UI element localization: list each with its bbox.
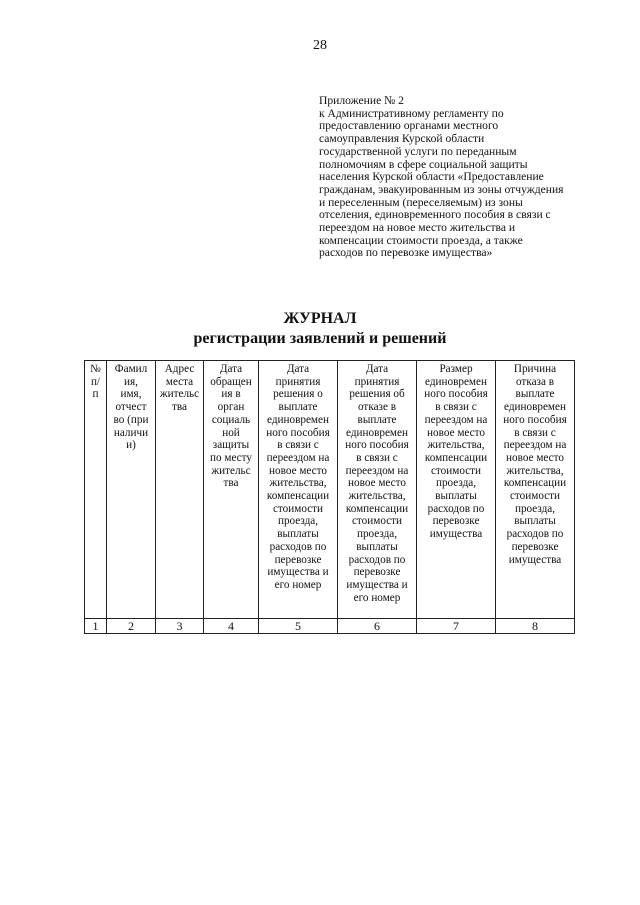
header-payment-decision-date — [259, 361, 338, 619]
header-line: орган — [217, 401, 245, 414]
header-line: жительс — [159, 388, 200, 401]
appendix-line: Приложение № 2 — [319, 94, 404, 107]
appendix-line: самоуправления Курской области — [319, 132, 485, 146]
header-line: жительства, — [506, 464, 564, 477]
appendix-line: к Административному регламенту по — [319, 106, 504, 120]
header-line: новое место — [427, 426, 485, 439]
column-number: 1 — [85, 619, 107, 634]
column-number: 8 — [496, 619, 575, 634]
header-line: в связи с — [435, 401, 477, 414]
header-line: единовремен — [346, 426, 408, 439]
header-line: в связи с — [514, 426, 556, 439]
appendix-line: расходов по перевозке имущества» — [319, 246, 493, 260]
appendix-line: государственной услуги по переданным — [319, 144, 517, 158]
appendix-line: полномочиям в сфере социальной защиты — [319, 157, 528, 171]
header-line: ного пособия — [345, 439, 409, 452]
header-line: расходов по — [348, 553, 406, 566]
header-line: стоимости — [430, 464, 482, 477]
header-line: решения об — [349, 388, 405, 401]
header-line: новое место — [506, 451, 564, 464]
header-line: проезда, — [356, 528, 398, 541]
header-line: имущества — [508, 553, 562, 566]
header-line: жительства, — [348, 490, 406, 503]
header-refusal-decision-date — [338, 361, 417, 619]
header-line: Размер — [439, 363, 473, 375]
header-line: принятия — [275, 375, 321, 388]
header-line: расходов по — [269, 540, 327, 553]
header-line: ия в — [221, 388, 241, 401]
header-line: переездом на — [503, 439, 567, 452]
document-title — [0, 309, 640, 349]
header-line: перевозке — [353, 566, 401, 579]
header-line: перевозке — [511, 540, 559, 553]
appendix-line: населения Курской области «Предоставление — [319, 170, 544, 184]
header-line: и) — [126, 439, 136, 452]
column-number: 7 — [417, 619, 496, 634]
header-line: расходов по — [427, 502, 485, 515]
header-line: выплаты — [277, 528, 319, 541]
appendix-line: предоставлению органами местного — [319, 119, 499, 133]
header-line: имущества и — [267, 566, 329, 579]
appendix-block — [319, 95, 599, 260]
header-full-name — [107, 361, 156, 619]
header-number — [85, 361, 107, 619]
header-line: жительства, — [427, 439, 485, 452]
header-line: проезда, — [277, 515, 319, 528]
header-row — [85, 361, 575, 619]
header-line: имущества и — [346, 578, 408, 591]
header-line: Дата — [286, 363, 310, 375]
header-line: наличи — [113, 426, 149, 439]
header-line: ной — [222, 426, 240, 439]
header-line: новое место — [348, 477, 406, 490]
header-line: единовремен — [425, 375, 487, 388]
header-line: Дата — [219, 363, 243, 375]
header-line: принятия — [354, 375, 400, 388]
header-line: проезда, — [514, 502, 556, 515]
header-line: защиты — [212, 439, 250, 452]
header-line: ного пособия — [503, 413, 567, 426]
header-line: переездом на — [424, 413, 488, 426]
header-line: перевозке — [274, 553, 322, 566]
appendix-line: отселения, единовременного пособия в связи с — [319, 208, 551, 222]
header-line: тва — [223, 477, 239, 490]
column-number: 2 — [107, 619, 156, 634]
header-line: единовремен — [504, 401, 566, 414]
header-line: № — [90, 363, 101, 375]
header-line: перевозке — [432, 515, 480, 528]
journal-table — [84, 360, 575, 634]
header-line: проезда, — [435, 477, 477, 490]
header-line: стоимости — [509, 490, 561, 503]
header-line: компенсации — [503, 477, 567, 490]
header-line: имя, — [120, 388, 142, 401]
header-line: п/ — [90, 375, 101, 388]
header-line: компенсации — [345, 502, 409, 515]
column-number: 4 — [204, 619, 259, 634]
appendix-line: гражданам, эвакуированным из зоны отчуждения — [319, 182, 564, 196]
title-journal: ЖУРНАЛ — [283, 310, 357, 327]
header-line: выплаты — [514, 515, 556, 528]
header-line: жительства, — [269, 477, 327, 490]
appendix-line: и переселенным (переселяемым) из зоны — [319, 195, 523, 209]
column-number: 6 — [338, 619, 417, 634]
header-line: выплаты — [356, 540, 398, 553]
header-line: новое место — [269, 464, 327, 477]
appendix-line: компенсации стоимости проезда, а также — [319, 233, 523, 247]
column-number-row — [85, 619, 575, 634]
header-line: Дата — [365, 363, 389, 375]
header-line: социаль — [211, 413, 251, 426]
header-line: отчест — [115, 401, 147, 414]
header-line: его номер — [353, 591, 401, 604]
header-line: ного пособия — [424, 388, 488, 401]
header-line: выплаты — [435, 490, 477, 503]
header-line: Причина — [513, 363, 557, 375]
column-number: 5 — [259, 619, 338, 634]
header-line: имущества — [429, 528, 483, 541]
header-line: компенсации — [424, 451, 488, 464]
header-line: во (при — [113, 413, 149, 426]
header-application-date — [204, 361, 259, 619]
header-line: Адрес — [164, 363, 195, 375]
header-line: стоимости — [351, 515, 403, 528]
header-line: выплате — [278, 401, 318, 414]
header-refusal-reason — [496, 361, 575, 619]
header-line: расходов по — [506, 528, 564, 541]
header-line: места — [165, 375, 194, 388]
header-line: стоимости — [272, 502, 324, 515]
header-line: отказе в — [357, 401, 397, 414]
header-allowance-amount — [417, 361, 496, 619]
header-line: переездом на — [345, 464, 409, 477]
header-line: ного пособия — [266, 426, 330, 439]
header-line: выплате — [515, 388, 555, 401]
header-line: ия, — [124, 375, 138, 388]
appendix-line: переездом на новое место жительства и — [319, 221, 516, 235]
header-line: обращен — [210, 375, 252, 388]
header-line: в связи с — [277, 439, 319, 452]
page-number: 28 — [313, 38, 327, 53]
header-address — [156, 361, 204, 619]
header-line: его номер — [274, 578, 322, 591]
header-line: переездом на — [266, 451, 330, 464]
header-line: решения о — [273, 388, 323, 401]
header-line: жительс — [211, 464, 251, 477]
header-line: выплате — [357, 413, 397, 426]
header-line: компенсации — [266, 490, 330, 503]
header-line: Фамил — [114, 363, 148, 375]
header-line: тва — [172, 401, 187, 414]
title-subtitle: регистрации заявлений и решений — [193, 330, 447, 347]
column-number: 3 — [156, 619, 204, 634]
header-line: в связи с — [356, 451, 398, 464]
header-line: по месту — [209, 451, 252, 464]
header-line: п — [92, 388, 99, 401]
header-line: отказа в — [515, 375, 555, 388]
header-line: единовремен — [267, 413, 329, 426]
